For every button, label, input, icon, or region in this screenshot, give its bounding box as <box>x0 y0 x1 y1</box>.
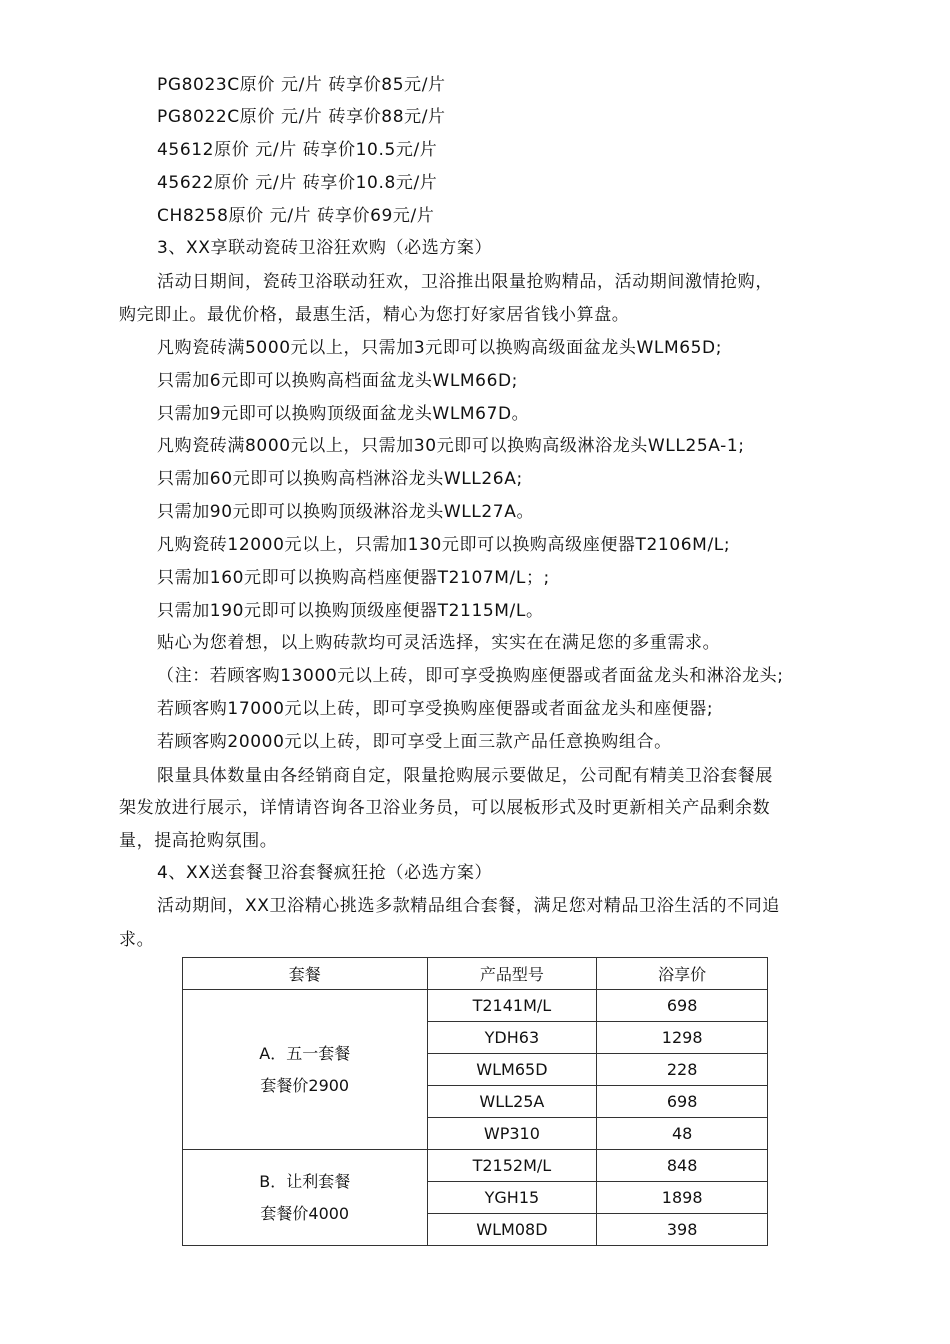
table-header-row <box>183 958 768 990</box>
table-header-package: 套餐 <box>183 958 428 990</box>
limit-line: 量，提高抢购氛围。 <box>119 831 278 851</box>
price-cell: 228 <box>597 1054 768 1086</box>
section4-intro-line: 活动期间，XX卫浴精心挑选多款精品组合套餐，满足您对精品卫浴生活的不同追 <box>157 896 780 916</box>
table-header-model: 产品型号 <box>427 958 597 990</box>
limit-line: 限量具体数量由各经销商自定，限量抢购展示要做足，公司配有精美卫浴套餐展 <box>157 766 773 786</box>
price-cell: 848 <box>597 1150 768 1182</box>
table-row <box>183 990 768 1022</box>
package-cell <box>183 990 428 1150</box>
price-cell: 1298 <box>597 1022 768 1054</box>
package-price: 套餐价2900 <box>260 1075 350 1095</box>
offer-line: 只需加60元即可以换购高档淋浴龙头WLL26A; <box>157 469 523 489</box>
section4-heading: 4、XX送套餐卫浴套餐疯狂抢（必选方案） <box>157 863 493 883</box>
offer-line: 只需加9元即可以换购顶级面盆龙头WLM67D。 <box>157 404 530 424</box>
table-header-price: 浴享价 <box>597 958 768 990</box>
section3-heading: 3、XX享联动瓷砖卫浴狂欢购（必选方案） <box>157 238 493 258</box>
offer-line: 只需加160元即可以换购高档座便器T2107M/L；; <box>157 568 550 588</box>
package-cell <box>183 1150 428 1246</box>
limit-line: 架发放进行展示，详情请咨询各卫浴业务员，可以展板形式及时更新相关产品剩余数 <box>119 798 771 818</box>
price-line: 45622原价 元/片 砖享价10.8元/片 <box>157 173 438 193</box>
price-cell: 398 <box>597 1214 768 1246</box>
price-cell: 698 <box>597 990 768 1022</box>
package-table <box>182 957 768 1246</box>
price-line: 45612原价 元/片 砖享价10.5元/片 <box>157 140 438 160</box>
price-cell: 698 <box>597 1086 768 1118</box>
price-line: PG8023C原价 元/片 砖享价85元/片 <box>157 75 446 95</box>
package-name: B．让利套餐 <box>259 1171 351 1191</box>
model-cell: T2141M/L <box>427 990 597 1022</box>
model-cell: T2152M/L <box>427 1150 597 1182</box>
package-name: A．五一套餐 <box>259 1043 351 1063</box>
model-cell: WLL25A <box>427 1086 597 1118</box>
offer-line: 只需加6元即可以换购高档面盆龙头WLM66D; <box>157 371 519 391</box>
package-price: 套餐价4000 <box>260 1203 350 1223</box>
table-row <box>183 1150 768 1182</box>
offer-line: 只需加90元即可以换购顶级淋浴龙头WLL27A。 <box>157 502 535 522</box>
model-cell: YGH15 <box>427 1182 597 1214</box>
model-cell: WLM65D <box>427 1054 597 1086</box>
section3-intro-line: 活动日期间，瓷砖卫浴联动狂欢，卫浴推出限量抢购精品，活动期间激情抢购， <box>157 272 773 292</box>
section4-intro-line: 求。 <box>119 930 155 950</box>
model-cell: WP310 <box>427 1118 597 1150</box>
offer-line: 只需加190元即可以换购顶级座便器T2115M/L。 <box>157 601 544 621</box>
price-cell: 1898 <box>597 1182 768 1214</box>
model-cell: WLM08D <box>427 1214 597 1246</box>
section3-intro-line: 购完即止。最优价格，最惠生活，精心为您打好家居省钱小算盘。 <box>119 305 630 325</box>
note-line: 若顾客购17000元以上砖，即可享受换购座便器或者面盆龙头和座便器; <box>157 699 714 719</box>
model-cell: YDH63 <box>427 1022 597 1054</box>
price-cell: 48 <box>597 1118 768 1150</box>
offer-line: 贴心为您着想，以上购砖款均可灵活选择，实实在在满足您的多重需求。 <box>157 633 721 653</box>
note-line: （注：若顾客购13000元以上砖，即可享受换购座便器或者面盆龙头和淋浴龙头; <box>157 666 784 686</box>
note-line: 若顾客购20000元以上砖，即可享受上面三款产品任意换购组合。 <box>157 732 672 752</box>
offer-line: 凡购瓷砖满5000元以上，只需加3元即可以换购高级面盆龙头WLM65D; <box>157 338 723 358</box>
offer-line: 凡购瓷砖12000元以上，只需加130元即可以换购高级座便器T2106M/L; <box>157 535 731 555</box>
offer-line: 凡购瓷砖满8000元以上，只需加30元即可以换购高级淋浴龙头WLL25A-1; <box>157 436 745 456</box>
price-line: PG8022C原价 元/片 砖享价88元/片 <box>157 107 446 127</box>
price-line: CH8258原价 元/片 砖享价69元/片 <box>157 206 435 226</box>
